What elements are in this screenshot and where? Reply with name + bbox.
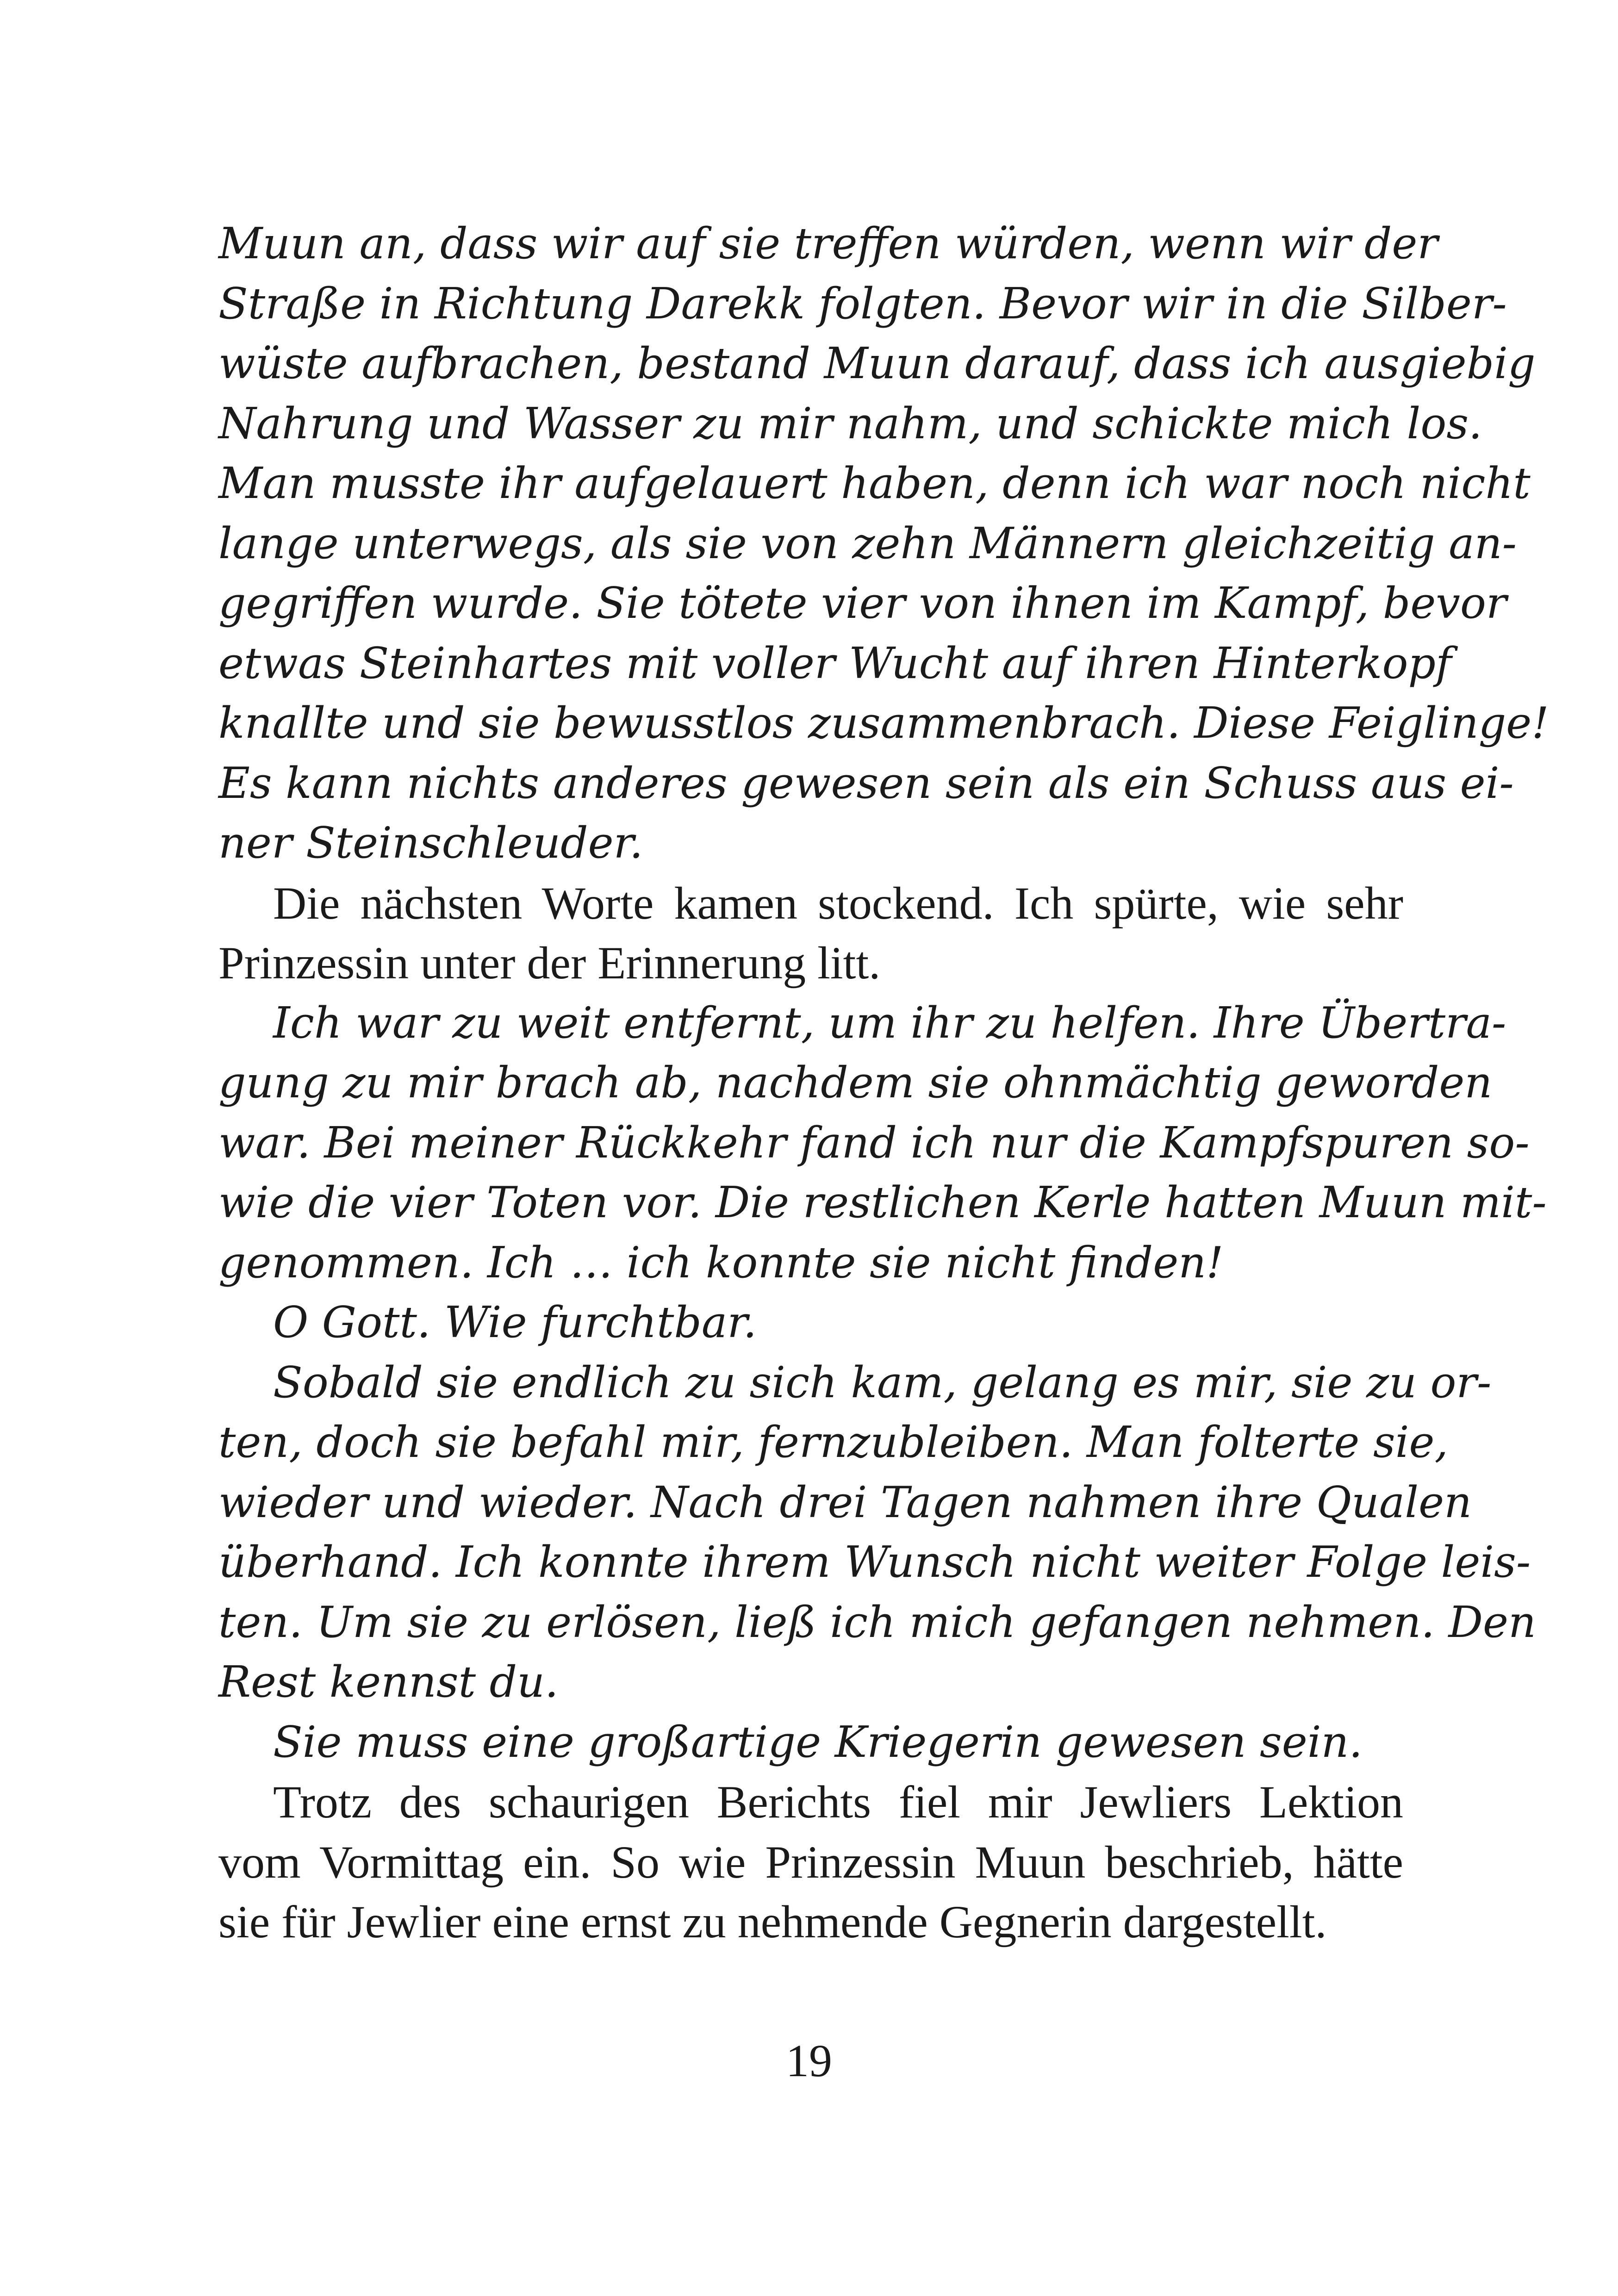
paragraph-1 (218, 214, 1549, 873)
text-line: lange unterwegs, als sie von zehn Männern gleichzeitig an- (218, 518, 1517, 568)
text-line: Sobald sie endlich zu sich kam, gelang es mir, sie zu or- (273, 1357, 1492, 1407)
text-line: ten. Um sie zu erlösen, ließ ich mich gefangen nehmen. Den (218, 1597, 1536, 1647)
paragraph-5 (218, 1353, 1536, 1712)
text-line: Nahrung und Wasser zu mir nahm, und schickte mich los. (218, 398, 1482, 448)
text-line: sie für Jewlier eine ernst zu nehmende Gegnerin dargestellt. (218, 1896, 1327, 1948)
paragraph-3 (218, 993, 1547, 1293)
paragraph-7 (218, 1772, 1403, 1952)
body-text (218, 214, 1549, 1952)
text-line: genommen. Ich … ich konnte sie nicht finden! (218, 1237, 1224, 1288)
text-line: ten, doch sie befahl mir, fernzubleiben. Man folterte sie, (218, 1417, 1449, 1467)
text-line: Man musste ihr aufgelauert haben, denn ich war noch nicht (218, 458, 1531, 508)
text-line: war. Bei meiner Rückkehr fand ich nur die Kampfspuren so- (218, 1117, 1530, 1168)
text-line: knallte und sie bewusstlos zusammenbrach. Diese Feiglinge! (218, 698, 1549, 748)
text-line: Sie muss eine großartige Kriegerin gewesen sein. (273, 1717, 1363, 1767)
text-line: wie die vier Toten vor. Die restlichen Kerle hatten Muun mit- (218, 1177, 1547, 1227)
text-line: Muun an, dass wir auf sie treffen würden, wenn wir der (218, 218, 1438, 268)
text-line: überhand. Ich konnte ihrem Wunsch nicht weiter Folge leis- (218, 1537, 1531, 1587)
paragraph-2 (218, 873, 1403, 993)
text-line: Trotz des schaurigen Berichts fiel mir Jewliers Lektion (273, 1776, 1403, 1828)
text-line: Prinzessin unter der Erinnerung litt. (218, 937, 881, 989)
paragraph-6 (218, 1712, 1403, 1773)
text-line: O Gott. Wie furchtbar. (273, 1297, 757, 1347)
text-line: Es kann nichts anderes gewesen sein als ein Schuss aus ei- (218, 758, 1514, 808)
paragraph-4 (218, 1293, 1403, 1353)
text-line: Die nächsten Worte kamen stockend. Ich spürte, wie sehr (273, 877, 1403, 929)
text-line: wieder und wieder. Nach drei Tagen nahmen ihre Qualen (218, 1477, 1472, 1527)
text-line: Straße in Richtung Darekk folgten. Bevor wir in die Silber- (218, 278, 1507, 329)
text-line: gegriffen wurde. Sie tötete vier von ihnen im Kampf, bevor (218, 578, 1507, 628)
text-line: etwas Steinhartes mit voller Wucht auf ihren Hinterkopf (218, 638, 1452, 688)
text-line: gung zu mir brach ab, nachdem sie ohnmächtig geworden (218, 1058, 1493, 1108)
text-line: ner Steinschleuder. (218, 818, 643, 868)
page-number: 19 (786, 2035, 832, 2086)
text-line: Ich war zu weit entfernt, um ihr zu helfen. Ihre Übertra- (273, 997, 1506, 1048)
text-line: Rest kennst du. (218, 1657, 559, 1707)
text-line: vom Vormittag ein. So wie Prinzessin Muun beschrieb, hätte (218, 1836, 1403, 1888)
text-line: wüste aufbrachen, bestand Muun darauf, dass ich ausgiebig (218, 338, 1536, 388)
